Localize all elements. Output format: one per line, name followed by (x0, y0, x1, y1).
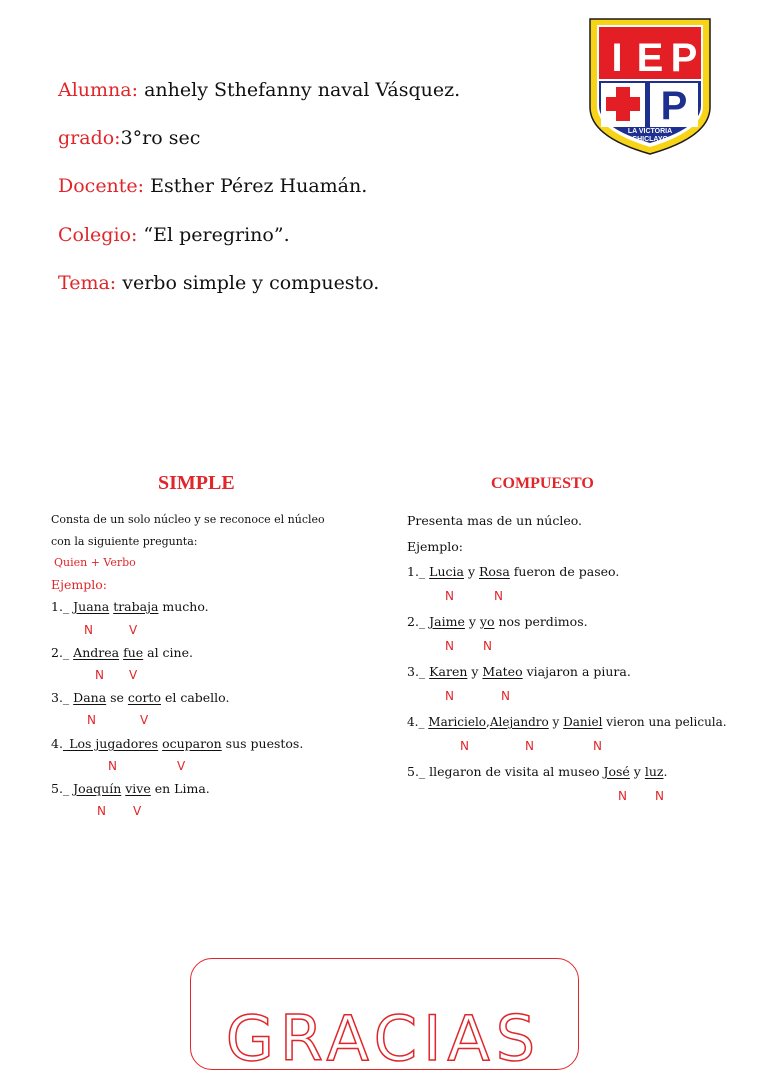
mark-v: V (177, 759, 186, 773)
example-number: 5._ (51, 781, 70, 796)
example-rest: el cabello. (160, 690, 230, 705)
example-pre: llegaron de visita al museo (425, 764, 604, 779)
simple-formula: Quien + Verbo (54, 556, 136, 569)
example-number: 2._ (407, 614, 426, 629)
simple-example-1 (51, 599, 209, 615)
simple-example-4 (51, 736, 303, 752)
grado-value: 3°ro sec (120, 127, 201, 149)
example-subject-a: Karen (429, 664, 468, 679)
example-verb: corto (127, 690, 161, 705)
mark-v: V (133, 804, 142, 818)
logo-letter-e: E (636, 36, 664, 80)
mark-n: N (593, 739, 602, 753)
mark-n: N (95, 668, 104, 682)
example-rest: nos perdimos. (494, 614, 588, 629)
gracias-word: GRACIAS (225, 1002, 542, 1075)
example-rest: al cine. (143, 645, 193, 660)
example-joiner: y (464, 614, 480, 629)
grado-line (58, 126, 200, 150)
example-rest: . (663, 764, 668, 779)
simple-example-5 (51, 781, 210, 797)
example-joiner: y (467, 664, 483, 679)
example-subject: _Los jugadores (62, 736, 159, 751)
example-verb: ocuparon (162, 736, 222, 751)
logo-text-chiclayo: CHICLAYO (632, 136, 668, 143)
compuesto-example-5 (407, 764, 667, 780)
alumna-value: anhely Sthefanny naval Vásquez. (138, 79, 461, 101)
school-crest-logo (586, 15, 714, 157)
mark-n: N (460, 739, 469, 753)
mark-n: N (108, 759, 117, 773)
logo-letter-p: P (670, 36, 698, 80)
example-rest: fueron de paseo. (509, 564, 620, 579)
alumna-label: Alumna: (58, 79, 139, 101)
simple-example-3 (51, 690, 229, 706)
simple-ejemplo-label: Ejemplo: (51, 577, 107, 592)
example-joiner: y (463, 564, 479, 579)
compuesto-example-1 (407, 564, 619, 580)
example-subject: Joaquín (73, 781, 122, 796)
tema-label: Tema: (58, 272, 117, 294)
example-number: 4._ (407, 715, 425, 729)
logo-big-p: P (660, 84, 688, 128)
example-subject-b: Rosa (479, 564, 510, 579)
simple-example-2 (51, 645, 193, 661)
mark-n: N (655, 789, 664, 803)
example-subject-a: Lucia (429, 564, 464, 579)
compuesto-example-2 (407, 614, 588, 630)
mark-v: V (140, 713, 149, 727)
docente-value: Esther Pérez Huamán. (144, 175, 368, 197)
example-verb: trabaja (113, 599, 159, 614)
mark-n: N (494, 589, 503, 603)
example-subject-a: Jaime (429, 614, 465, 629)
mark-n: N (525, 739, 534, 753)
example-number: 1._ (407, 564, 426, 579)
example-number: 4. (51, 736, 63, 751)
example-subject-c: Daniel (563, 715, 603, 729)
example-rest: mucho. (158, 599, 209, 614)
compuesto-example-3 (407, 664, 631, 680)
docente-label: Docente: (58, 175, 145, 197)
mark-n: N (445, 689, 454, 703)
logo-letter-i: I (611, 36, 623, 80)
example-joiner: y (629, 764, 645, 779)
compuesto-ejemplo-label: Ejemplo: (407, 539, 463, 554)
colegio-line (58, 223, 290, 247)
example-verb: fue (123, 645, 144, 660)
example-number: 5._ (407, 764, 426, 779)
grado-label: grado: (58, 127, 121, 149)
example-subject: Andrea (73, 645, 120, 660)
simple-title: SIMPLE (158, 472, 235, 494)
mark-v: V (129, 623, 138, 637)
example-verb: vive (125, 781, 151, 796)
mark-n: N (445, 639, 454, 653)
example-subject-a: José (603, 764, 630, 779)
example-number: 3._ (51, 690, 70, 705)
mark-n: N (87, 713, 96, 727)
example-number: 1._ (51, 599, 70, 614)
example-separator: se (106, 690, 128, 705)
compuesto-example-4 (407, 714, 727, 730)
alumna-line (58, 78, 460, 102)
example-subject: Dana (73, 690, 107, 705)
colegio-label: Colegio: (58, 224, 138, 246)
colegio-value: “El peregrino”. (137, 224, 290, 246)
example-rest: sus puestos. (221, 736, 304, 751)
example-number: 2._ (51, 645, 70, 660)
docente-line (58, 174, 367, 198)
example-rest: vieron una pelicula. (602, 715, 727, 729)
mark-n: N (445, 589, 454, 603)
tema-value: verbo simple y compuesto. (116, 272, 380, 294)
mark-n: N (501, 689, 510, 703)
example-joiner: y (548, 715, 564, 729)
example-subject-b: Alejandro (489, 715, 549, 729)
example-joiner: , (486, 715, 490, 729)
example-number: 3._ (407, 664, 426, 679)
mark-v: V (129, 668, 138, 682)
example-subject-b: Mateo (482, 664, 523, 679)
example-subject-b: yo (479, 614, 495, 629)
example-rest: viajaron a piura. (522, 664, 631, 679)
logo-text-la-victoria: LA VICTORIA (627, 128, 673, 135)
mark-n: N (97, 804, 106, 818)
tema-line (58, 271, 379, 295)
simple-description-line1: Consta de un solo núcleo y se reconoce el núcleo (51, 513, 325, 526)
example-subject-a: Maricielo (428, 715, 487, 729)
example-subject: Juana (73, 599, 110, 614)
mark-n: N (84, 623, 93, 637)
mark-n: N (618, 789, 627, 803)
simple-description-line2: con la siguiente pregunta: (51, 535, 198, 548)
compuesto-title: COMPUESTO (491, 475, 594, 492)
compuesto-description: Presenta mas de un núcleo. (407, 513, 583, 528)
example-subject-b: luz (644, 764, 664, 779)
mark-n: N (483, 639, 492, 653)
example-rest: en Lima. (150, 781, 210, 796)
